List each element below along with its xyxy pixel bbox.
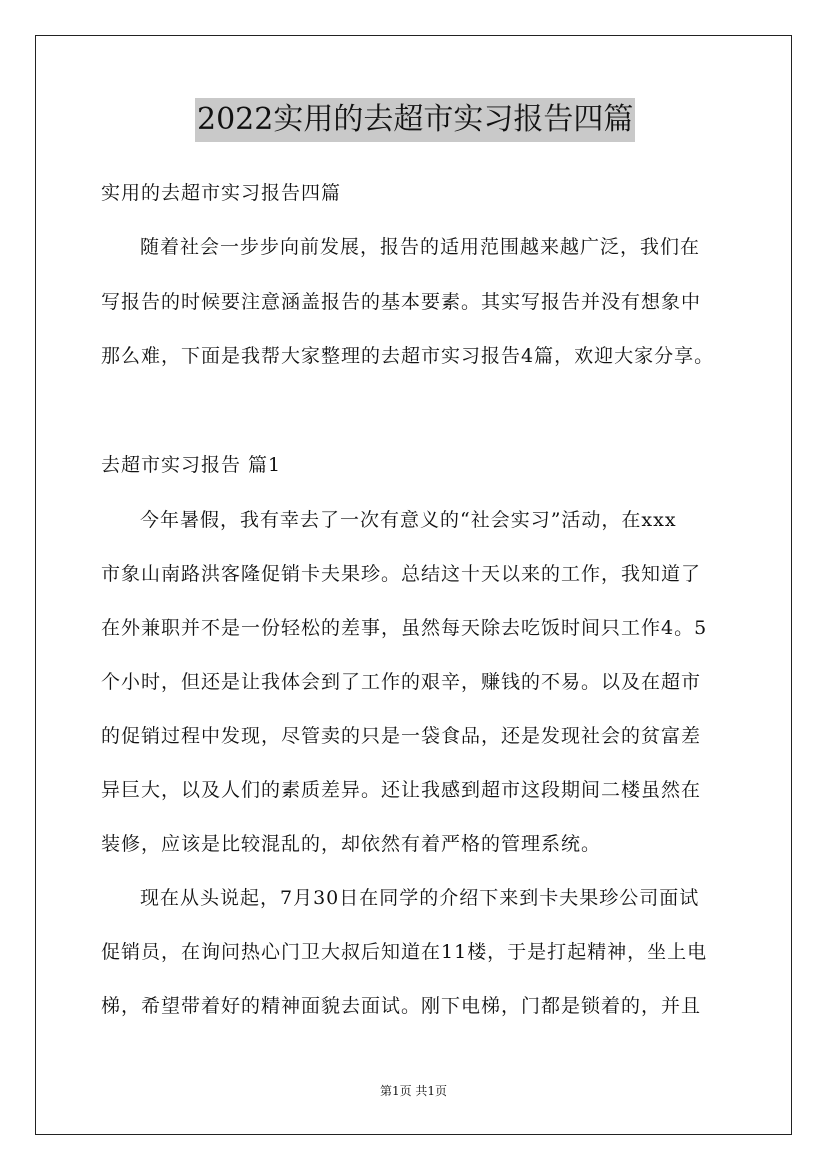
page-footer: 第1页 共1页	[379, 1084, 448, 1098]
paragraph1-line-7: 装修，应该是比较混乱的，却依然有着严格的管理系统。	[101, 833, 602, 855]
intro-line-2: 写报告的时候要注意涵盖报告的基本要素。其实写报告并没有想象中	[101, 291, 702, 313]
section-heading: 去超市实习报告 篇1	[101, 454, 282, 476]
intro-line-1: 随着社会一步步向前发展，报告的适用范围越来越广泛，我们在	[140, 236, 701, 258]
paragraph1-line-1: 今年暑假，我有幸去了一次有意义的“社会实习”活动，在xxx	[140, 509, 677, 531]
document-title: 2022实用的去超市实习报告四篇	[195, 98, 635, 142]
paragraph1-line-3: 在外兼职并不是一份轻松的差事，虽然每天除去吃饭时间只工作4。5	[101, 617, 708, 639]
document-subtitle: 实用的去超市实习报告四篇	[101, 182, 342, 204]
paragraph1-line-5: 的促销过程中发现，尽管卖的只是一袋食品，还是发现社会的贫富差	[101, 725, 702, 747]
paragraph1-line-6: 异巨大，以及人们的素质差异。还让我感到超市这段期间二楼虽然在	[101, 779, 702, 801]
paragraph2-line-3: 梯，希望带着好的精神面貌去面试。刚下电梯，门都是锁着的，并且	[101, 995, 702, 1017]
paragraph1-line-2: 市象山南路洪客隆促销卡夫果珍。总结这十天以来的工作，我知道了	[101, 563, 702, 585]
paragraph1-line-4: 个小时，但还是让我体会到了工作的艰辛，赚钱的不易。以及在超市	[101, 671, 702, 693]
paragraph2-line-2: 促销员，在询问热心门卫大叔后知道在11楼，于是打起精神，坐上电	[101, 941, 708, 963]
paragraph2-line-1: 现在从头说起，7月30日在同学的介绍下来到卡夫果珍公司面试	[140, 887, 700, 909]
intro-line-3: 那么难，下面是我帮大家整理的去超市实习报告4篇，欢迎大家分享。	[101, 345, 715, 367]
